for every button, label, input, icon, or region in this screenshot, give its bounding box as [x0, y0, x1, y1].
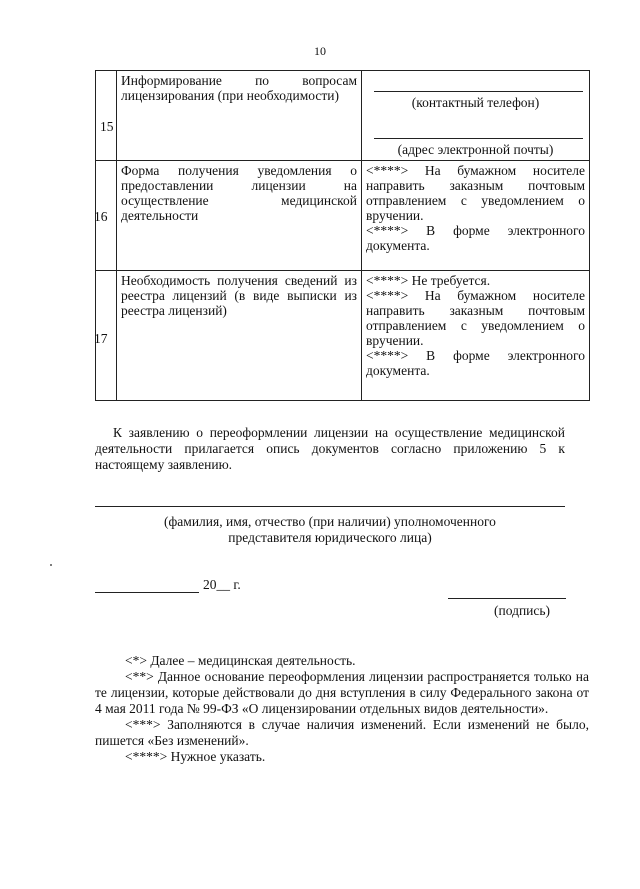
- footnotes: [95, 653, 589, 765]
- representative-caption-line-1: (фамилия, имя, отчество (при наличии) уполномоченного: [164, 514, 496, 529]
- footnote-3: <***> Заполняются в случае наличия изменений. Если изменений не было, пишется «Без изменений».: [95, 717, 589, 748]
- table-row: [96, 271, 590, 401]
- row-label: Форма получения уведомления о предоставлении лицензии на осуществление медицинской деятельности: [117, 161, 362, 271]
- row-number-cell: [96, 271, 117, 401]
- row-label: Информирование по вопросам лицензирования (при необходимости): [117, 71, 362, 161]
- footnote-4: <****> Нужное указать.: [125, 749, 266, 764]
- option-electronic: <****> В форме электронного документа.: [366, 348, 585, 378]
- option-paper: <****> На бумажном носителе направить заказным почтовым отправлением с уведомлением о вручении.: [366, 163, 585, 223]
- representative-caption: [95, 514, 565, 546]
- row-number: 16: [94, 209, 108, 224]
- option-electronic: <****> В форме электронного документа.: [366, 223, 585, 253]
- option-paper: <****> На бумажном носителе направить заказным почтовым отправлением с уведомлением о вручении.: [366, 288, 585, 348]
- date-year-label: 20__ г.: [203, 577, 241, 592]
- signature-line[interactable]: [448, 598, 566, 599]
- signature-caption: (подпись): [494, 603, 551, 618]
- row-value: [362, 71, 590, 161]
- row-number: 17: [94, 331, 108, 346]
- scan-dot: [50, 564, 52, 566]
- row-value: [362, 161, 590, 271]
- representative-caption-line-2: представителя юридического лица): [228, 530, 432, 545]
- footnote-1: <*> Далее – медицинская деятельность.: [125, 653, 356, 668]
- footnote-2: <**> Данное основание переоформления лицензии распространяется только на те лицензии, которые действовали до дня вступления в силу Федерального закона от 4 мая 2011 года № 99-ФЗ «О лицензировании отдельных видов деятельности».: [95, 669, 589, 716]
- email-caption: (адрес электронной почты): [397, 142, 554, 157]
- row-number-cell: [96, 161, 117, 271]
- option-not-required: <****> Не требуется.: [366, 273, 491, 288]
- row-number: 15: [100, 119, 114, 134]
- row-label: Необходимость получения сведений из реестра лицензий (в виде выписки из реестра лицензий): [117, 271, 362, 401]
- form-table: [95, 70, 590, 401]
- attachment-paragraph: К заявлению о переоформлении лицензии на осуществление медицинской деятельности прилагается опись документов согласно приложению 5 к настоящему заявлению.: [95, 425, 565, 472]
- row-value: [362, 271, 590, 401]
- table-row: [96, 161, 590, 271]
- table-row: [96, 71, 590, 161]
- email-field-line[interactable]: [374, 124, 583, 139]
- date-field-line[interactable]: [95, 592, 199, 593]
- representative-name-line[interactable]: [95, 506, 565, 507]
- page-number: 10: [314, 44, 326, 58]
- row-number-cell: [96, 71, 117, 161]
- phone-caption: (контактный телефон): [411, 95, 540, 110]
- phone-field-line[interactable]: [374, 77, 583, 92]
